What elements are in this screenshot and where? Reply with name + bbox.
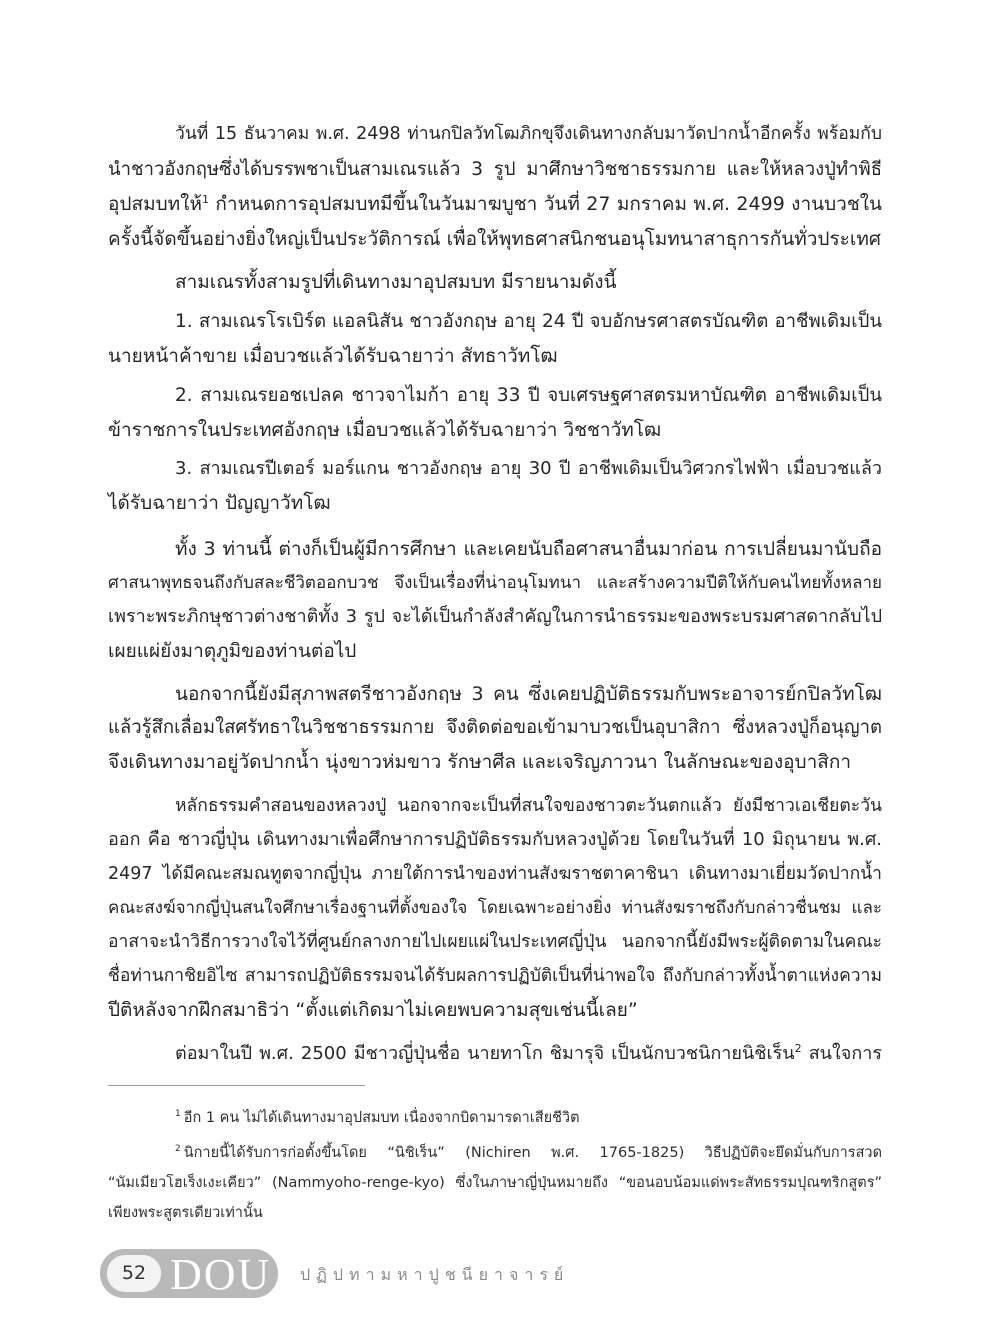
page-number: 52 [107, 1255, 161, 1292]
paragraph-line: คณะสงฆ์จากญี่ปุ่นสนใจศึกษาเรื่องฐานที่ตั้งของใจ โดยเฉพาะอย่างยิ่ง ท่านสังฆราชถึงกับกล่าวชื่นชม และ [108, 898, 882, 918]
paragraph-line: ออก คือ ชาวญี่ปุ่น เดินทางมาเพื่อศึกษาการปฏิบัติธรรมกับหลวงปู่ด้วย โดยในวันที่ 10 มิถุนายน พ.ศ. [108, 829, 882, 850]
paragraph-7 [108, 677, 882, 779]
paragraph-line: สามเณรทั้งสามรูปที่เดินทางมาอุปสมบท มีรายนามดังนี้ [175, 271, 617, 293]
dou-logo: DOU [170, 1250, 272, 1299]
line-text: กำหนดการอุปสมบทมีขึ้นในวันมาฆบูชา วันที่ 27 มกราคม พ.ศ. 2499 งานบวชใน [215, 193, 883, 215]
footnote-marker: 2 [175, 1144, 181, 1154]
paragraph-line: อาสาจะนำวิธีการวางใจไว้ที่ศูนย์กลางกายไปเผยแผ่ในประเทศญี่ปุ่น นอกจากนี้ยังมีพระผู้ติดตามในคณะ [108, 932, 882, 952]
paragraph-4 [108, 379, 882, 447]
footnote-1 [108, 1103, 882, 1133]
paragraph-6 [108, 532, 882, 668]
paragraph-line: ได้รับฉายาว่า ปัญญาวัทโฒ [108, 492, 331, 514]
paragraph-line: ศาสนาพุทธจนถึงกับสละชีวิตออกบวช จึงเป็นเรื่องที่น่าอนุโมทนา และสร้างความปีติให้กับคนไทยทั้งหลาย [108, 573, 882, 593]
line-text: สนใจการ [808, 1043, 882, 1064]
paragraph-line: วันที่ 15 ธันวาคม พ.ศ. 2498 ท่านกปิลวัทโฒภิกขุจึงเดินทางกลับมาวัดปากน้ำอีกครั้ง พร้อมกับ [175, 124, 882, 144]
line-text: อุปสมบทให้ [108, 193, 202, 215]
paragraph-line: แล้วรู้สึกเลื่อมใสศรัทธาในวิชชาธรรมกาย จึงติดต่อขอเข้ามาบวชเป็นอุบาสิกา ซึ่งหลวงปู่ก็อนุญาต [108, 717, 882, 738]
paragraph-line: ปีติหลังจากฝึกสมาธิว่า “ตั้งแต่เกิดมาไม่เคยพบความสุขเช่นนี้เลย” [108, 999, 638, 1021]
paragraph-3 [108, 305, 882, 373]
paragraph-2 [108, 265, 882, 299]
footnote-ref: 1 [201, 193, 209, 206]
paragraph-line: นายหน้าค้าขาย เมื่อบวชแล้วได้รับฉายาว่า สัทธาวัทโฒ [108, 345, 558, 367]
paragraph-line: ชื่อท่านกาชิยอิไซ สามารถปฏิบัติธรรมจนได้รับผลการปฏิบัติเป็นที่น่าพอใจ ถึงกับกล่าวทั้งน้ำตาแห่งความ [108, 966, 882, 986]
paragraph-line: เพราะพระภิกษุชาวต่างชาติทั้ง 3 รูป จะได้เป็นกำลังสำคัญในการนำธรรมะของพระบรมศาสดากลับไป [108, 606, 882, 627]
footnote-ref: 2 [794, 1042, 802, 1055]
paragraph-line: 3. สามเณรปีเตอร์ มอร์แกน ชาวอังกฤษ อายุ 30 ปี อาชีพเดิมเป็นวิศวกรไฟฟ้า เมื่อบวชแล้ว [175, 458, 882, 479]
paragraph-line: 1. สามเณรโรเบิร์ต แอลนิสัน ชาวอังกฤษ อายุ 24 ปี จบอักษรศาสตรบัณฑิต อาชีพเดิมเป็น [175, 311, 882, 332]
footnote-marker: 1 [175, 1109, 181, 1119]
paragraph-line: ทั้ง 3 ท่านนี้ ต่างก็เป็นผู้มีการศึกษา และเคยนับถือศาสนาอื่นมาก่อน การเปลี่ยนมานับถือ [175, 538, 882, 560]
paragraph-line: 2497 ได้มีคณะสมณทูตจากญี่ปุ่น ภายใต้การนำของท่านสังฆราชตาคาชินา เดินทางมาเยี่ยมวัดปากน้ำ [108, 864, 882, 884]
paragraph-line: ข้าราชการในประเทศอังกฤษ เมื่อบวชแล้วได้รับฉายาว่า วิชชาวัทโฒ [108, 419, 662, 441]
footnote-line: “นัมเมียวโฮเร็งเงะเคียว” (Nammyoho-renge-kyo) ซึ่งในภาษาญี่ปุ่นหมายถึง “ขอนอบน้อมแด่พระสัทธรรมปุณฑริกสูตร” [108, 1175, 882, 1191]
book-title: ปฏิปทามหาปูชนียาจารย์ [300, 1265, 570, 1284]
paragraph-9 [108, 1037, 882, 1071]
paragraph-1 [108, 117, 882, 257]
footer-badge [100, 1249, 278, 1298]
paragraph-line: เผยแผ่ยังมาตุภูมิของท่านต่อไป [108, 640, 357, 662]
paragraph-line: นำชาวอังกฤษซึ่งได้บรรพชาเป็นสามเณรแล้ว 3 รูป มาศึกษาวิชชาธรรมกาย และให้หลวงปู่ทำพิธี [108, 159, 882, 180]
footnote-line [108, 1103, 882, 1133]
footnote-line [108, 1138, 882, 1168]
paragraph-8 [108, 789, 882, 1027]
footnote-rule [108, 1085, 365, 1086]
footnote-text: นิกายนี้ได้รับการก่อตั้งขึ้นโดย “นิชิเร็น” (Nichiren พ.ศ. 1765-1825) วิธีปฏิบัติจะยึดมั่นกับการสวด [183, 1145, 882, 1161]
paragraph-line: ครั้งนี้จัดขึ้นอย่างยิ่งใหญ่เป็นประวัติการณ์ เพื่อให้พุทธศาสนิกชนอนุโมทนาสาธุการกันทั่วประเทศ [108, 228, 881, 250]
paragraph-line [108, 187, 882, 222]
footnote-line: เพียงพระสูตรเดียวเท่านั้น [108, 1205, 263, 1221]
line-text: ต่อมาในปี พ.ศ. 2500 มีชาวญี่ปุ่นชื่อ นายทาโก ชิมารุจิ เป็นนักบวชนิกายนิชิเร็น [175, 1043, 795, 1064]
paragraph-5 [108, 452, 882, 520]
paragraph-line: หลักธรรมคำสอนของหลวงปู่ นอกจากจะเป็นที่สนใจของชาวตะวันตกแล้ว ยังมีชาวเอเชียตะวัน [175, 796, 882, 816]
footnote-2 [108, 1138, 882, 1228]
paragraph-line: 2. สามเณรยอชเปลค ชาวจาไมก้า อายุ 33 ปี จบเศรษฐศาสตรมหาบัณฑิต อาชีพเดิมเป็น [175, 385, 882, 406]
paragraph-line: นอกจากนี้ยังมีสุภาพสตรีชาวอังกฤษ 3 คน ซึ่งเคยปฏิบัติธรรมกับพระอาจารย์กปิลวัทโฒ [175, 683, 882, 705]
paragraph-line [108, 1037, 882, 1071]
footnote-text: อีก 1 คน ไม่ได้เดินทางมาอุปสมบท เนื่องจากบิดามารดาเสียชีวิต [183, 1110, 580, 1126]
paragraph-line: จึงเดินทางมาอยู่วัดปากน้ำ นุ่งขาวห่มขาว รักษาศีล และเจริญภาวนา ในลักษณะของอุบาสิกา [108, 751, 852, 773]
